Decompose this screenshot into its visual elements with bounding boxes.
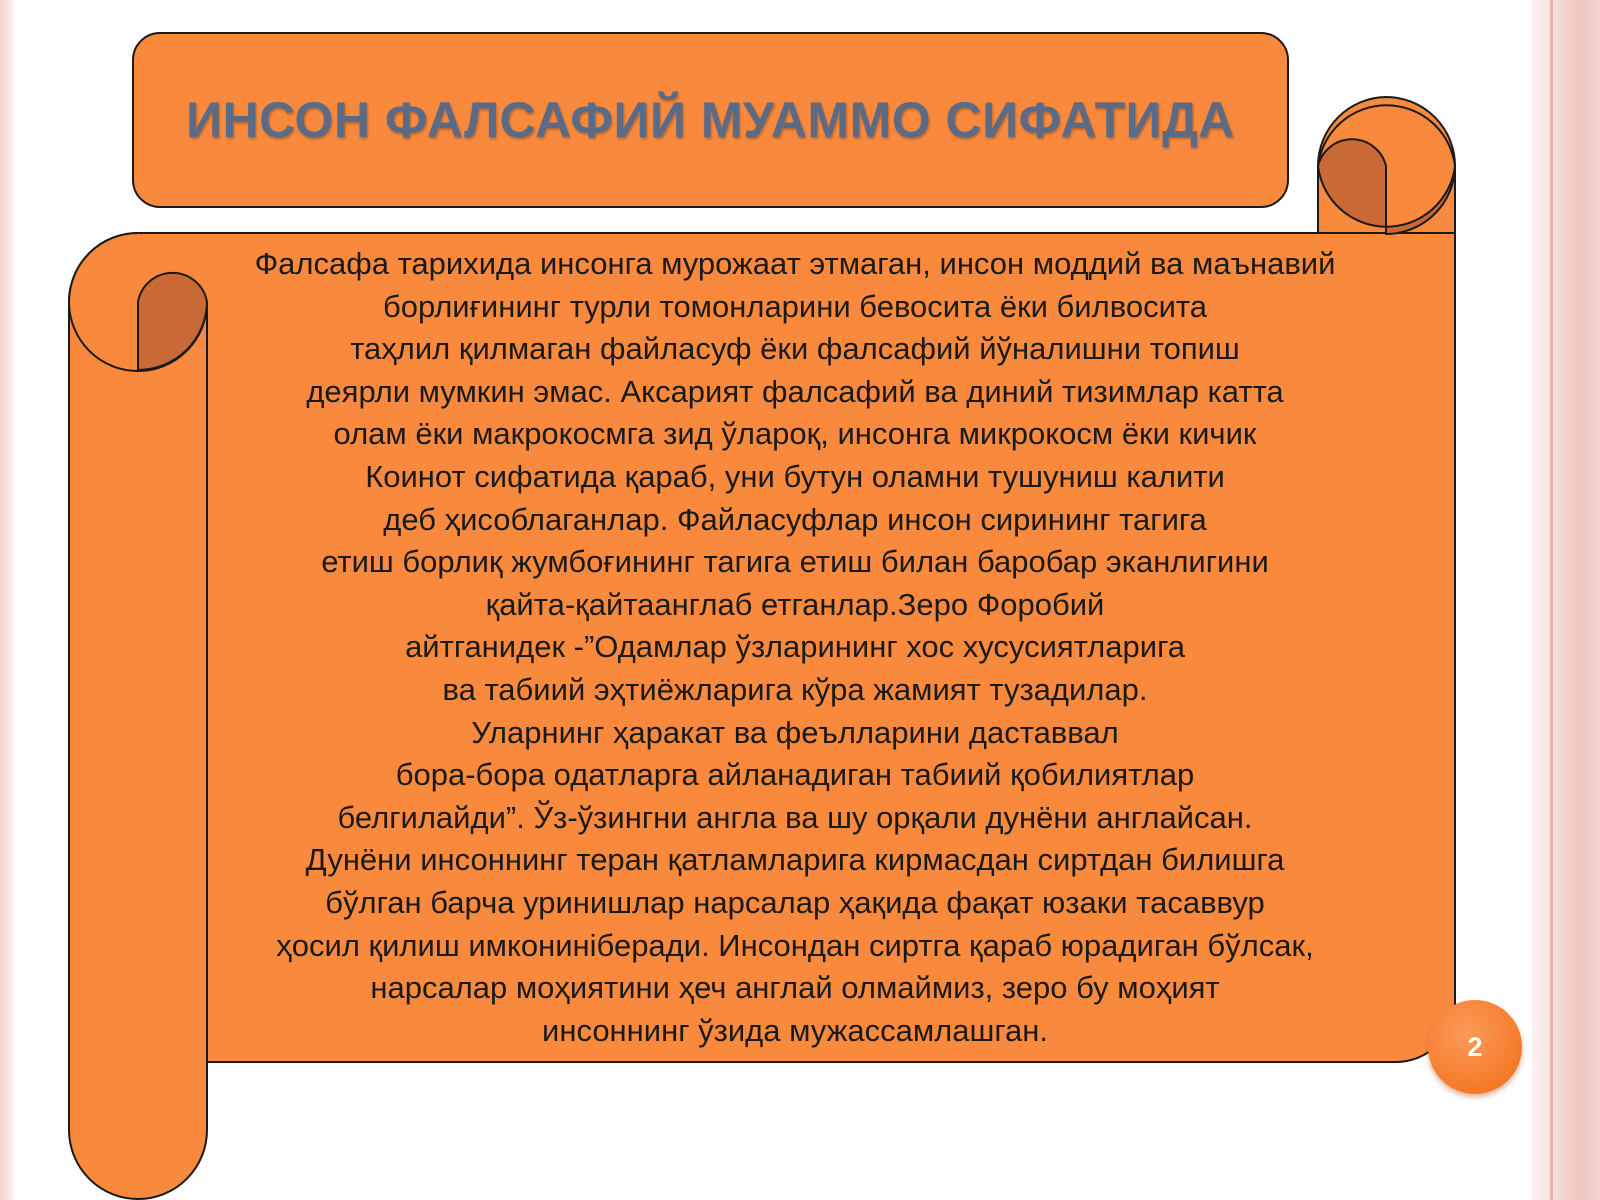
body-line: Коинот сифатида қараб, уни бутун оламни тушуниш калити — [365, 458, 1225, 494]
body-line: ва табиий эҳтиёжларига кўра жамият тузадилар. — [442, 671, 1148, 707]
body-line: таҳлил қилмаган файласуф ёки фалсафий йўналишни топиш — [350, 331, 1240, 367]
body-line: Дунёни инсоннинг теран қатламларига кирмасдан сиртдан билишга — [305, 842, 1285, 878]
body-line: етиш борлиқ жумбоғининг тагига етиш билан баробар эканлигини — [321, 544, 1269, 580]
body-line: бўлган барча уринишлар нарсалар ҳақида фақат юзаки тасаввур — [325, 884, 1265, 920]
body-line: инсоннинг ўзида мужассамлашган. — [542, 1012, 1048, 1048]
body-text — [160, 243, 1430, 1052]
body-line: нарсалар моҳиятини ҳеч англай олмаймиз, зеро бу моҳият — [370, 970, 1220, 1006]
body-line: деярли мумкин эмас. Аксарият фалсафий ва диний тизимлар катта — [306, 373, 1284, 409]
body-line: Уларнинг ҳаракат ва феълларини даставвал — [471, 714, 1119, 750]
title-box — [132, 32, 1289, 208]
body-line: ҳосил қилиш имконинiберади. Инсондан сиртга қараб юрадиган бўлсак, — [276, 927, 1314, 963]
page-number-badge — [1428, 1000, 1522, 1094]
body-line: айтганидек -”Одамлар ўзларининг хос хусусиятларига — [405, 629, 1185, 665]
page-number: 2 — [1467, 1031, 1483, 1062]
slide-title: ИНСОН ФАЛСАФИЙ МУАММО СИФАТИДА — [186, 92, 1235, 148]
body-line: қайта-қайтаанглаб етганлар.Зеро Форобий — [485, 586, 1105, 622]
body-line: деб ҳисоблаганлар. Файласуфлар инсон сирининг тагига — [383, 501, 1207, 537]
body-line: олам ёки макрокосмга зид ўлароқ, инсонга микрокосм ёки кичик — [333, 416, 1257, 452]
body-line: борлиғининг турли томонларини бевосита ёки билвосита — [383, 288, 1207, 324]
body-line: бора-бора одатларга айланадиган табиий қобилиятлар — [395, 757, 1195, 793]
body-line: Фалсафа тарихида инсонга мурожаат этмаган, инсон моддий ва маънавий — [254, 246, 1336, 281]
body-line: белгилайди”. Ўз-ўзингни англа ва шу орқали дунёни англайсан. — [337, 799, 1253, 835]
